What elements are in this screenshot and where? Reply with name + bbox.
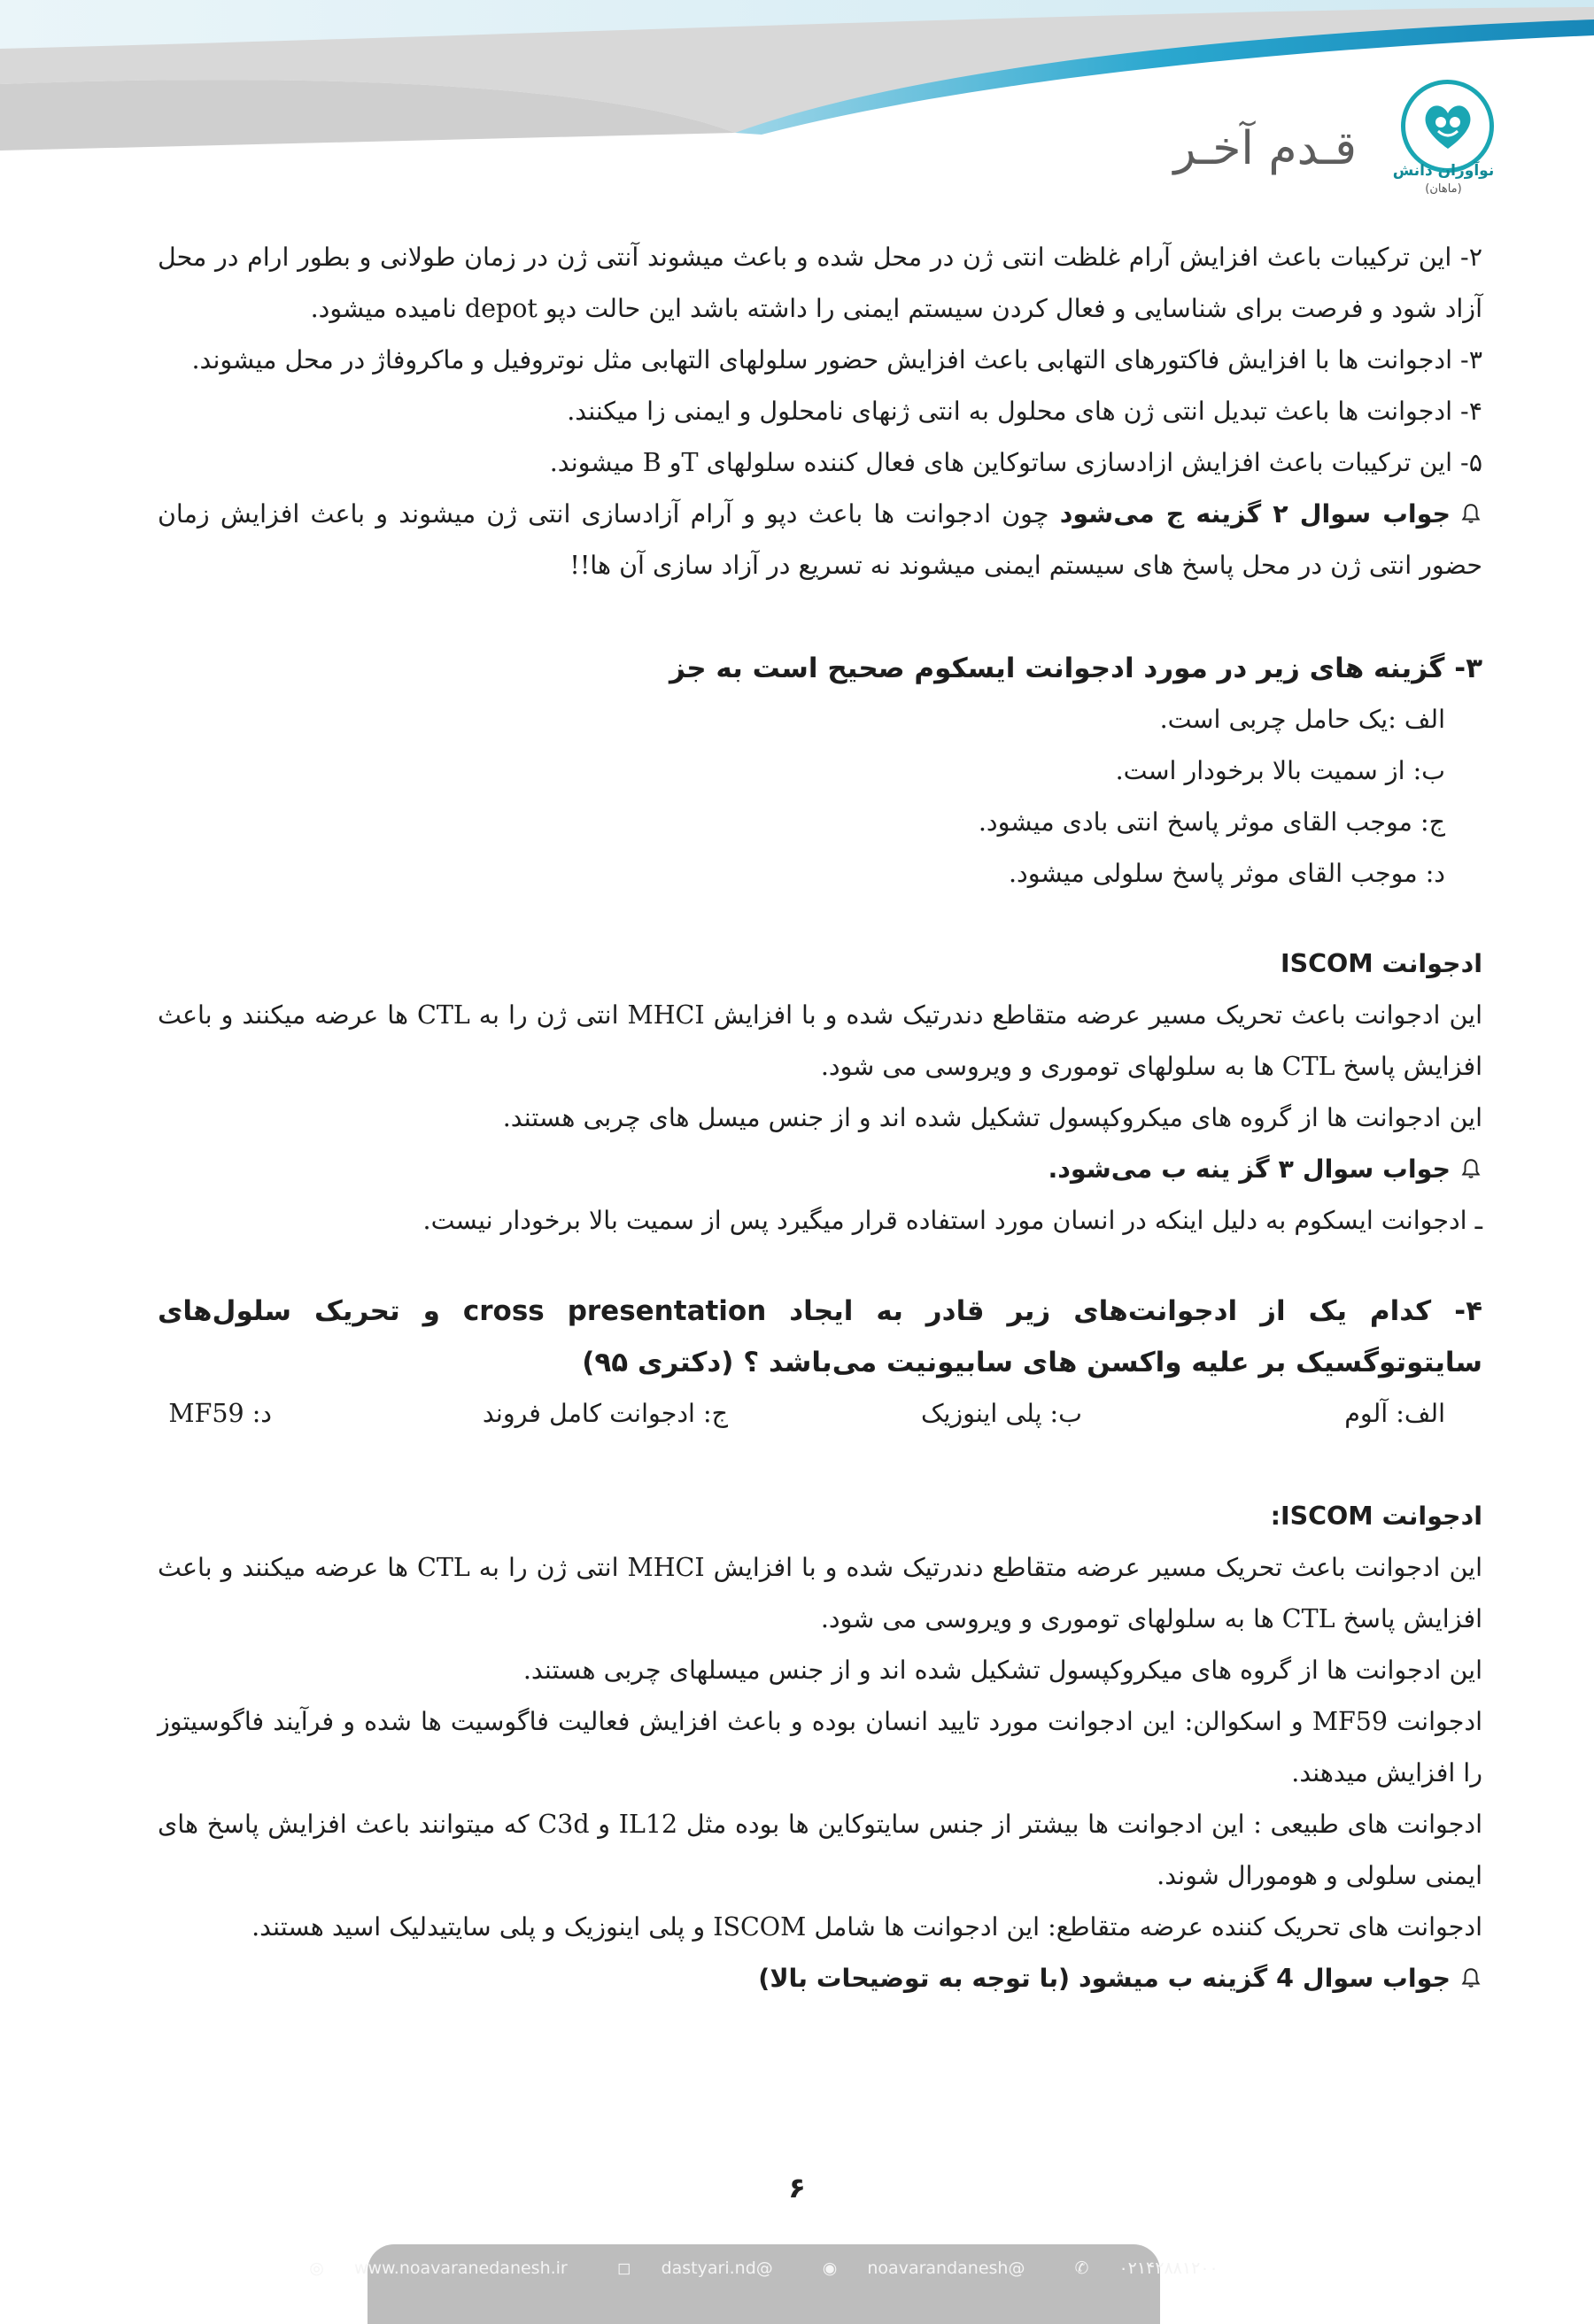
- page-number: ۶: [788, 2171, 806, 2204]
- logo-subtext: (ماهان): [1425, 182, 1462, 196]
- globe-icon: ◎: [309, 2258, 324, 2278]
- question-3-option-a: الف :یک حامل چربی است.: [1159, 705, 1445, 734]
- bell-icon: [1459, 1157, 1482, 1180]
- question-4-option-d: د: MF59: [168, 1399, 272, 1428]
- paragraph-point-4: ۴- ادجوانت ها باعث تبدیل انتی ژن های محلول به انتی ژنهای نامحلول و ایمنی زا میکنند.: [567, 397, 1482, 426]
- heart-logo-icon: [1417, 96, 1479, 158]
- footer-phone[interactable]: ✆ ۰۲۱۴۲۸۸۱۲۰۰: [1074, 2258, 1219, 2278]
- answer-question-2-label: جواب سوال ۲ گزینه ج می‌شود: [1059, 499, 1451, 529]
- document-body: [158, 232, 1482, 2004]
- question-3-option-b: ب: از سمیت بالا برخودار است.: [1115, 756, 1445, 785]
- paragraph-point-5: ۵- این ترکیبات باعث افزایش ازادسازی ساتوکاین های فعال کننده سلولهای Tو B میشوند.: [549, 448, 1482, 477]
- phone-icon: ✆: [1074, 2258, 1089, 2278]
- answer-question-2: [158, 489, 1482, 591]
- question-4-option-b: ب: پلی اینوزیک: [920, 1399, 1082, 1428]
- bell-icon: [1459, 1966, 1482, 1989]
- answer-question-3: [158, 1144, 1482, 1195]
- footer-website[interactable]: ◎ www.noavaranedanesh.ir: [309, 2258, 568, 2278]
- iscom-paragraph-2: این ادجوانت ها از گروه های میکروکپسول تشکیل شده اند و از جنس میسل های چربی هستند.: [502, 1103, 1482, 1132]
- brand-logo: [1401, 80, 1494, 173]
- question-4-option-c: ج: ادجوانت کامل فروند: [482, 1399, 728, 1428]
- at-icon: ◉: [822, 2258, 838, 2278]
- question-3-option-c: ج: موجب القای موثر پاسخ انتی بادی میشود.: [978, 807, 1445, 837]
- answer-question-2-text: چون ادجوانت ها باعث دپو و آرام آزادسازی انتی ژن میشوند و باعث افزایش زمان حضور انتی ژن در محل پاسخ های سیستم ایمنی میشوند نه تسریع در آزاد سازی آن ها!!: [158, 499, 1482, 580]
- mf59-paragraph: ادجوانت MF59 و اسکوالن: این ادجوانت مورد تایید انسان بوده و باعث افزایش فعالیت فاگوسیت ها شده و فرآیند فاگوسیتوز را افزایش میدهند.: [158, 1707, 1482, 1787]
- question-4-title: ۴- کدام یک از ادجوانت‌های زیر قادر به ایجاد cross presentation و تحریک سلول‌های سایتوتوگسیک بر علیه واکسن های سابیونیت می‌باشد ؟ (دکتری ۹۵): [158, 1295, 1482, 1378]
- instagram-icon: ◻: [616, 2258, 631, 2278]
- answer-question-4: [158, 1953, 1482, 2004]
- paragraph-point-3: ۳- ادجوانت ها با افزایش فاکتورهای التهابی باعث افزایش حضور سلولهای التهابی مثل نوتروفیل و ماکروفاژ در محل میشوند.: [191, 345, 1482, 374]
- logo-text: نوآوران دانش: [1392, 162, 1495, 180]
- brand-title: قـدم آخـر: [1173, 122, 1357, 175]
- question-4-options: [158, 1388, 1482, 1440]
- iscom-paragraph-1: این ادجوانت باعث تحریک مسیر عرضه متقاطع دندرتیک شده و با افزایش MHCI انتی ژن را به CTL ها عرضه میکنند و باعث افزایش پاسخ CTL ها به سلولهای توموری و ویروسی می شود.: [158, 1000, 1482, 1081]
- iscom2-paragraph-2: این ادجوانت ها از گروه های میکروکپسول تشکیل شده اند و از جنس میسلهای چربی هستند.: [522, 1656, 1482, 1685]
- iscom-section-title-2: ادجوانت ISCOM:: [1270, 1502, 1482, 1531]
- answer-question-4-label: جواب سوال 4 گزینه ب میشود (با توجه به توضیحات بالا): [758, 1964, 1451, 1993]
- answer-question-3-label: جواب سوال ۳ گز ینه ب می‌شود.: [1048, 1154, 1451, 1184]
- footer-instagram-1[interactable]: ◉ noavarandanesh@: [822, 2258, 1025, 2278]
- footer-contact-bar: [309, 2244, 1219, 2324]
- paragraph-point-2: ۲- این ترکیبات باعث افزایش آرام غلظت انتی ژن در محل شده و باعث میشوند آنتی ژن در زمان طولانی و بطور ارام در محل آزاد شود و فرصت برای شناسایی و فعال کردن سیستم ایمنی را داشته باشد این حالت دپو depot نامیده میشود.: [158, 243, 1482, 323]
- iscom-section-title: ادجوانت ISCOM: [1280, 949, 1482, 978]
- footer-instagram-2[interactable]: ◻ dastyari.nd@: [616, 2258, 773, 2278]
- question-3-option-d: د: موجب القای موثر پاسخ سلولی میشود.: [1008, 859, 1445, 888]
- iscom2-paragraph-1: این ادجوانت باعث تحریک مسیر عرضه متقاطع دندرتیک شده و با افزایش MHCI انتی ژن را به CTL ها عرضه میکنند و باعث افزایش پاسخ CTL ها به سلولهای توموری و ویروسی می شود.: [158, 1553, 1482, 1633]
- question-4-option-a: الف: آلوم: [1344, 1399, 1445, 1428]
- answer-question-3-note: ـ ادجوانت ایسکوم به دلیل اینکه در انسان مورد استفاده قرار میگیرد پس از سمیت بالا برخودار نیست.: [422, 1206, 1482, 1235]
- natural-adjuvant-paragraph: ادجوانت های طبیعی : این ادجوانت ها بیشتر از جنس سایتوکاین ها بوده مثل IL12 و C3d که میتوانند باعث افزایش پاسخ های ایمنی سلولی و هومورال شوند.: [158, 1810, 1482, 1890]
- question-3-title: ۳- گزینه های زیر در مورد ادجوانت ایسکوم صحیح است به جز: [669, 652, 1482, 684]
- bell-icon: [1459, 502, 1482, 525]
- cross-presentation-paragraph: ادجوانت های تحریک کننده عرضه متقاطع: این ادجوانت ها شامل ISCOM و پلی اینوزیک و پلی سایتیدلیک اسید هستند.: [251, 1912, 1482, 1942]
